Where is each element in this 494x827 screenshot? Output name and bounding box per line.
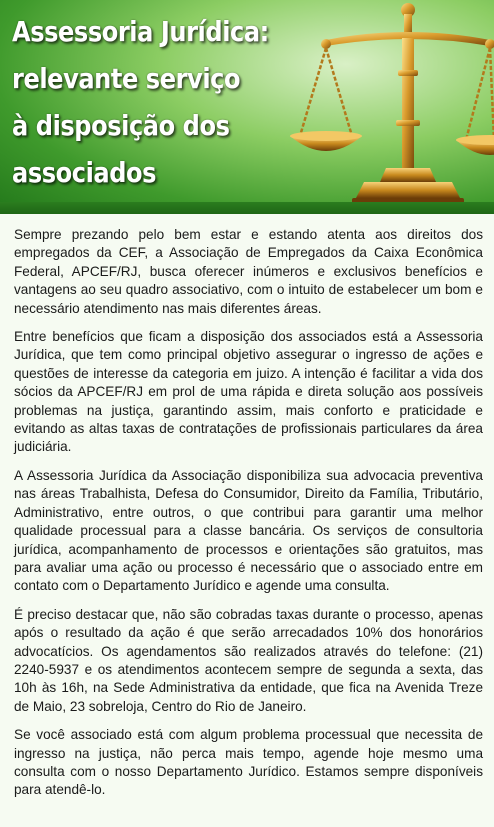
article-paragraph-3: A Assessoria Jurídica da Associação disponibiliza sua advocacia preventiva nas áreas Trabalhista, Defesa do Consumidor, Direito da Família, Tributário, Administrativo, entre outros, o que contribui para garantir uma melhor qualidade processual para a classe bancária. Os serviços de consultoria jurídica, acompanhamento de processos e orientações são gratuitos, mas para avaliar uma ação ou processo é necessário que o associado entre em contato com o Departamento Jurídico e agende uma consulta. [14, 467, 483, 594]
title-line-1: Assessoria Jurídica: [12, 15, 269, 48]
article-paragraph-2: Entre benefícios que ficam a disposição dos associados está a Assessoria Jurídica, que tem como principal objetivo assegurar o ingresso de ações e questões de interesse da categoria em juizo. A intenção é facilitar a vida dos sócios da APCEF/RJ em prol de uma rápida e direta solução aos possíveis problemas na justiça, garantindo assim, mais conforto e praticidade e evitando as altas taxas de contratações de profissionais particulares da área judiciária. [14, 329, 483, 455]
page-title [12, 8, 270, 196]
article-paragraph-5: Se você associado está com algum problema processual que necessita de ingresso na justiça, não perca mais tempo, agende hoje mesmo uma consulta com o nosso Departamento Jurídico. Estamos sempre disponíveis para atendê-lo. [14, 727, 483, 798]
title-line-3: à disposição dos [12, 109, 230, 142]
article-paragraph-4: É preciso destacar que, não são cobradas taxas durante o processo, apenas após o resultado da ação é que serão arrecadados 10% dos honorários advocatícios. Os agendamentos são realizados através do telefone: (21) 2240-5937 e os atendimentos acontecem sempre de segunda a sexta, das 10h às 16h, na Sede Administrativa da entidade, que fica na Avenida Treze de Maio, 23 sobreloja, Centro do Rio de Janeiro. [14, 606, 483, 714]
title-line-2: relevante serviço [12, 62, 241, 95]
scales-of-justice-icon [290, 0, 494, 206]
title-line-4: associados [12, 156, 157, 189]
banner-divider [0, 202, 494, 214]
article-body [14, 226, 483, 810]
article-paragraph-1: Sempre prezando pelo bem estar e estando atenta aos direitos dos empregados da CEF, a Associação de Empregados da Caixa Econômica Federal, APCEF/RJ, busca oferecer inúmeros e exclusivos benefícios e vantagens ao seu quadro associativo, com o intuito de estabelecer um bom e necessário atendimento nas mais diferentes áreas. [14, 227, 483, 316]
header-banner [0, 0, 494, 214]
